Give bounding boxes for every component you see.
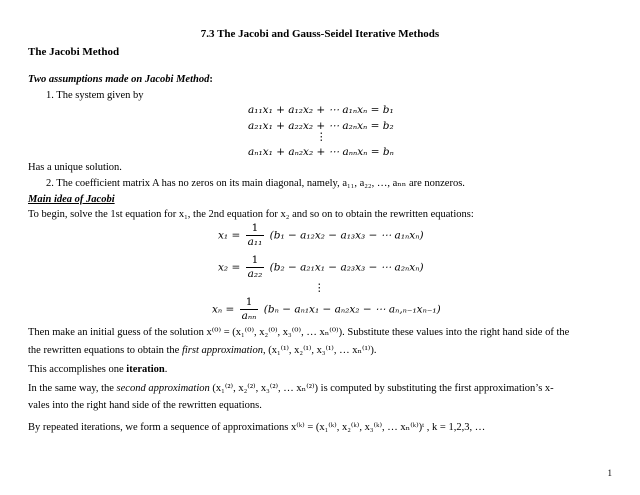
second-approximation-line-2: vales into the right hand side of the rewritten equations. (28, 400, 262, 411)
iteration-term: iteration (126, 364, 165, 375)
second-approximation-term: second approximation (116, 383, 210, 394)
rewritten-vdots: ⋮ (314, 282, 325, 294)
assumption-item-2: 2. The coefficient matrix A has no zeros on its main diagonal, namely, a₁₁, a₂₂, …, aₙₙ are nonzeros. (46, 178, 465, 189)
x1-numerator: 1 (246, 222, 265, 236)
main-idea-heading: Main idea of Jacobi (28, 194, 115, 205)
x2-lhs: x₂ = (218, 261, 241, 274)
system-equation-row-1: a₁₁x₁ + a₁₂x₂ + ⋯ a₁ₙxₙ = b₁ (248, 104, 394, 116)
x2-denominator: a₂₂ (247, 268, 263, 281)
assumptions-heading-text: Two assumptions made on Jacobi Method (28, 74, 210, 85)
second-approx-end: (x₁⁽²⁾, x₂⁽²⁾, x₃⁽²⁾, … xₙ⁽²⁾) is computed by substituting the first approximation’s x- (209, 383, 554, 394)
section-heading: The Jacobi Method (28, 46, 120, 58)
iteration-sentence-start: This accomplishes one (28, 364, 127, 375)
begin-text: To begin, solve the 1st equation for x₁, the 2nd equation for x₂ and so on to obtain the rewritten equations: (28, 209, 474, 220)
x1-fraction (246, 222, 265, 249)
xn-numerator: 1 (240, 296, 259, 310)
x2-rhs: (b₂ − a₂₁x₁ − a₂₃x₃ − ⋯ a₂ₙxₙ) (269, 261, 424, 274)
iteration-sentence (28, 363, 167, 376)
page-number: 1 (607, 468, 612, 478)
first-approximation-term: first approximation (181, 345, 263, 356)
xn-denominator: aₙₙ (241, 310, 257, 323)
xn-fraction (240, 296, 259, 323)
initial-guess-line-2-end: , (x₁⁽¹⁾, x₂⁽¹⁾, x₃⁽¹⁾, … xₙ⁽¹⁾). (262, 345, 377, 356)
assumption-item-1: 1. The system given by (46, 90, 144, 101)
initial-guess-line-1: Then make an initial guess of the solution x⁽⁰⁾ = (x₁⁽⁰⁾, x₂⁽⁰⁾, x₃⁽⁰⁾, … xₙ⁽⁰⁾). Substitute these values into the right hand side of the (28, 327, 570, 338)
assumptions-colon: : (209, 74, 213, 85)
x1-rhs: (b₁ − a₁₂x₂ − a₁₃x₃ − ⋯ a₁ₙxₙ) (269, 229, 424, 242)
x1-lhs: x₁ = (218, 229, 241, 242)
xn-rhs: (bₙ − aₙ₁x₁ − aₙ₂x₂ − ⋯ aₙ,ₙ₋₁xₙ₋₁) (263, 303, 441, 316)
repeated-iterations-line: By repeated iterations, we form a sequence of approximations x⁽ᵏ⁾ = (x₁⁽ᵏ⁾, x₂⁽ᵏ⁾, x₃⁽ᵏ⁾, … xₙ⁽ᵏ⁾)ᵗ , k = 1,2,3, … (28, 422, 486, 433)
iteration-sentence-end: . (164, 364, 168, 375)
system-equation-row-n: aₙ₁x₁ + aₙ₂x₂ + ⋯ aₙₙxₙ = bₙ (248, 146, 394, 158)
unique-solution-text: Has a unique solution. (28, 162, 122, 173)
x2-fraction (246, 254, 265, 281)
system-vdots: ⋮ (316, 131, 327, 143)
xn-lhs: xₙ = (212, 303, 235, 316)
system-equation-row-2: a₂₁x₁ + a₂₂x₂ + ⋯ a₂ₙxₙ = b₂ (248, 120, 394, 132)
x1-denominator: a₁₁ (247, 236, 263, 249)
assumptions-heading (28, 73, 213, 86)
second-approximation-line-1 (28, 382, 554, 395)
xn-equation (212, 296, 441, 323)
initial-guess-line-2-start: the rewritten equations to obtain the (28, 345, 182, 356)
second-approx-start: In the same way, the (28, 383, 117, 394)
x1-equation (218, 222, 424, 249)
page-title: 7.3 The Jacobi and Gauss-Seidel Iterative Methods (200, 28, 440, 40)
x2-numerator: 1 (246, 254, 265, 268)
initial-guess-line-2 (28, 344, 376, 357)
x2-equation (218, 254, 424, 281)
